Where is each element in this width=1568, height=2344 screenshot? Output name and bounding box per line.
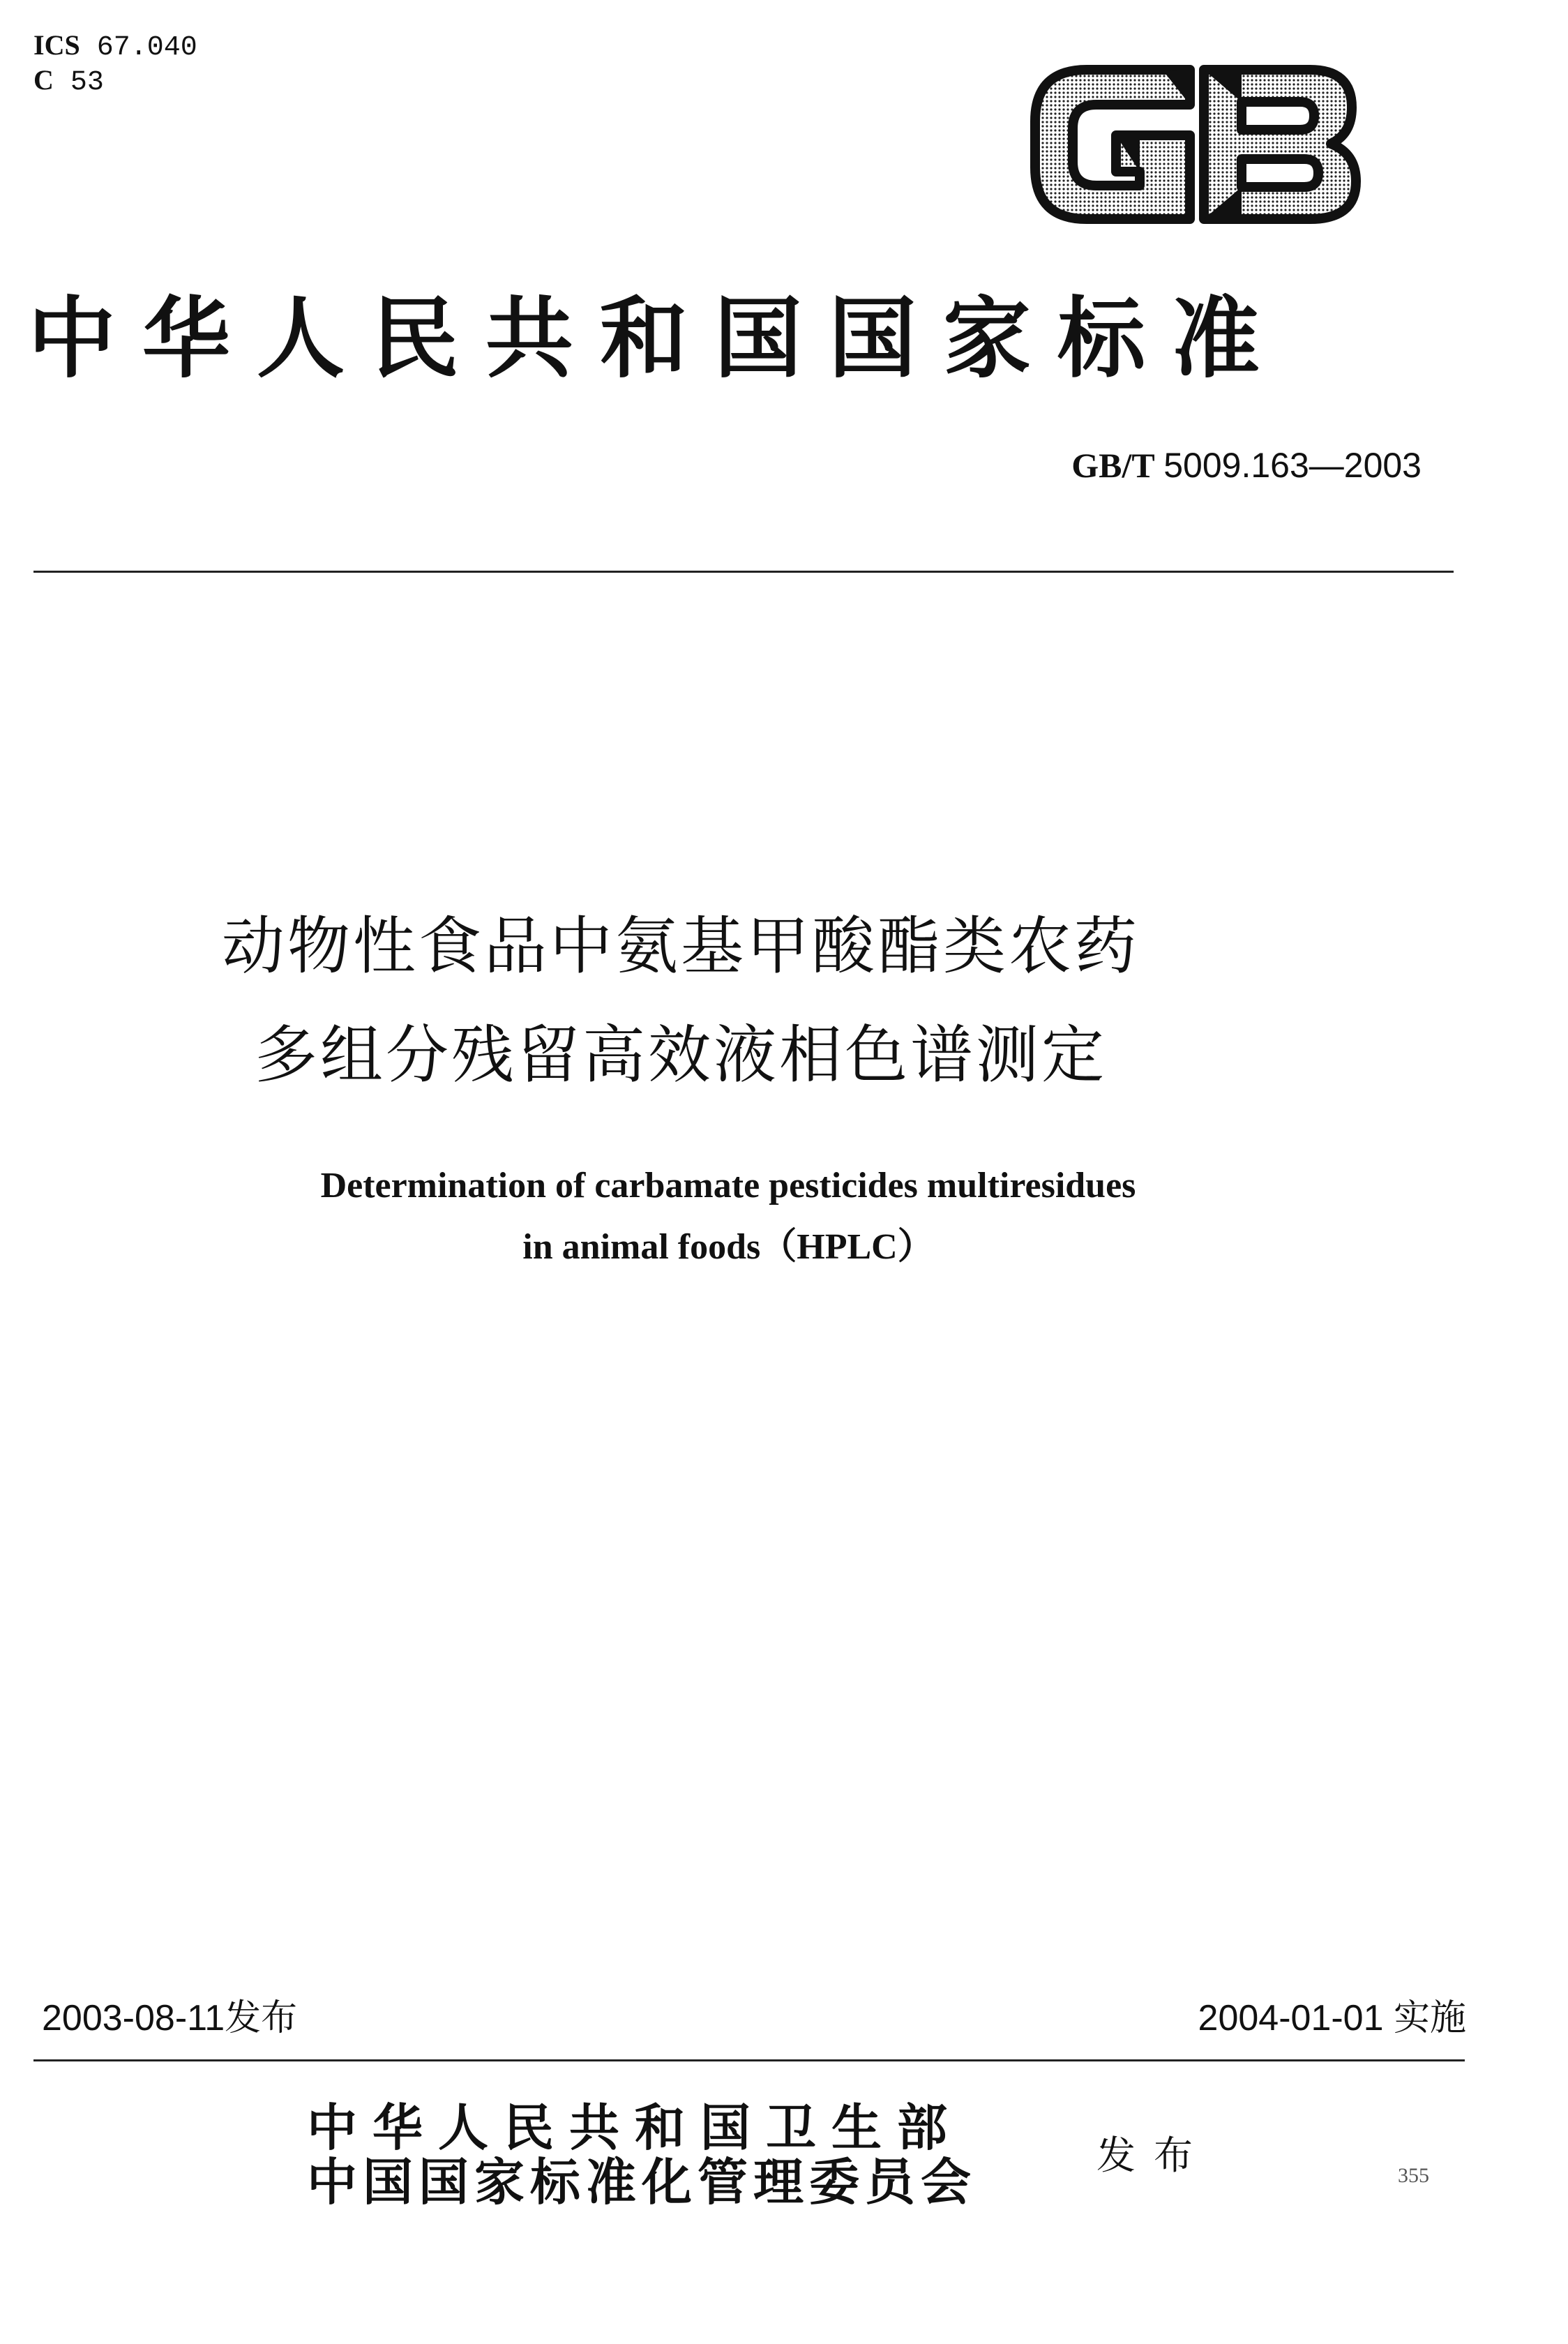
document-title-en-line1: Determination of carbamate pesticides multiresidues xyxy=(320,1166,1136,1205)
implementation-date-value: 2004-01-01 xyxy=(1198,1998,1384,2038)
classification-codes xyxy=(33,29,197,99)
implementation-date-label: 实施 xyxy=(1393,1997,1466,2039)
standard-number-value: 5009.163—2003 xyxy=(1163,446,1422,485)
bottom-divider xyxy=(33,2059,1465,2061)
gb-logo xyxy=(1024,57,1367,232)
top-divider xyxy=(33,571,1454,573)
issue-date-label: 发布 xyxy=(225,1997,298,2039)
document-title-cn-line1: 动物性食品中氨基甲酸酯类农药 xyxy=(222,910,1140,983)
issue-date-value: 2003-08-11 xyxy=(42,1998,225,2038)
ics-code: ICS 67.040 xyxy=(33,29,197,63)
implementation-date xyxy=(1198,1988,1466,2041)
document-title-cn-line2: 多组分残留高效液相色谱测定 xyxy=(255,1019,1107,1092)
standard-number xyxy=(1071,445,1422,486)
issue-date xyxy=(42,1988,297,2041)
page-number: 355 xyxy=(1398,2164,1429,2187)
document-title-en-line2: in animal foods（HPLC） xyxy=(522,1227,934,1267)
issuer-standardization-administration: 中国国家标准化管理委员会 xyxy=(307,2152,977,2211)
ccs-code: C 53 xyxy=(33,64,104,98)
standard-series-title: 中华人民共和国国家标准 xyxy=(28,287,1286,390)
issuer-ministry-of-health: 中华人民共和国卫生部 xyxy=(307,2098,963,2157)
standard-code: GB/T xyxy=(1071,446,1155,485)
publish-label: 发布 xyxy=(1096,2133,1211,2179)
